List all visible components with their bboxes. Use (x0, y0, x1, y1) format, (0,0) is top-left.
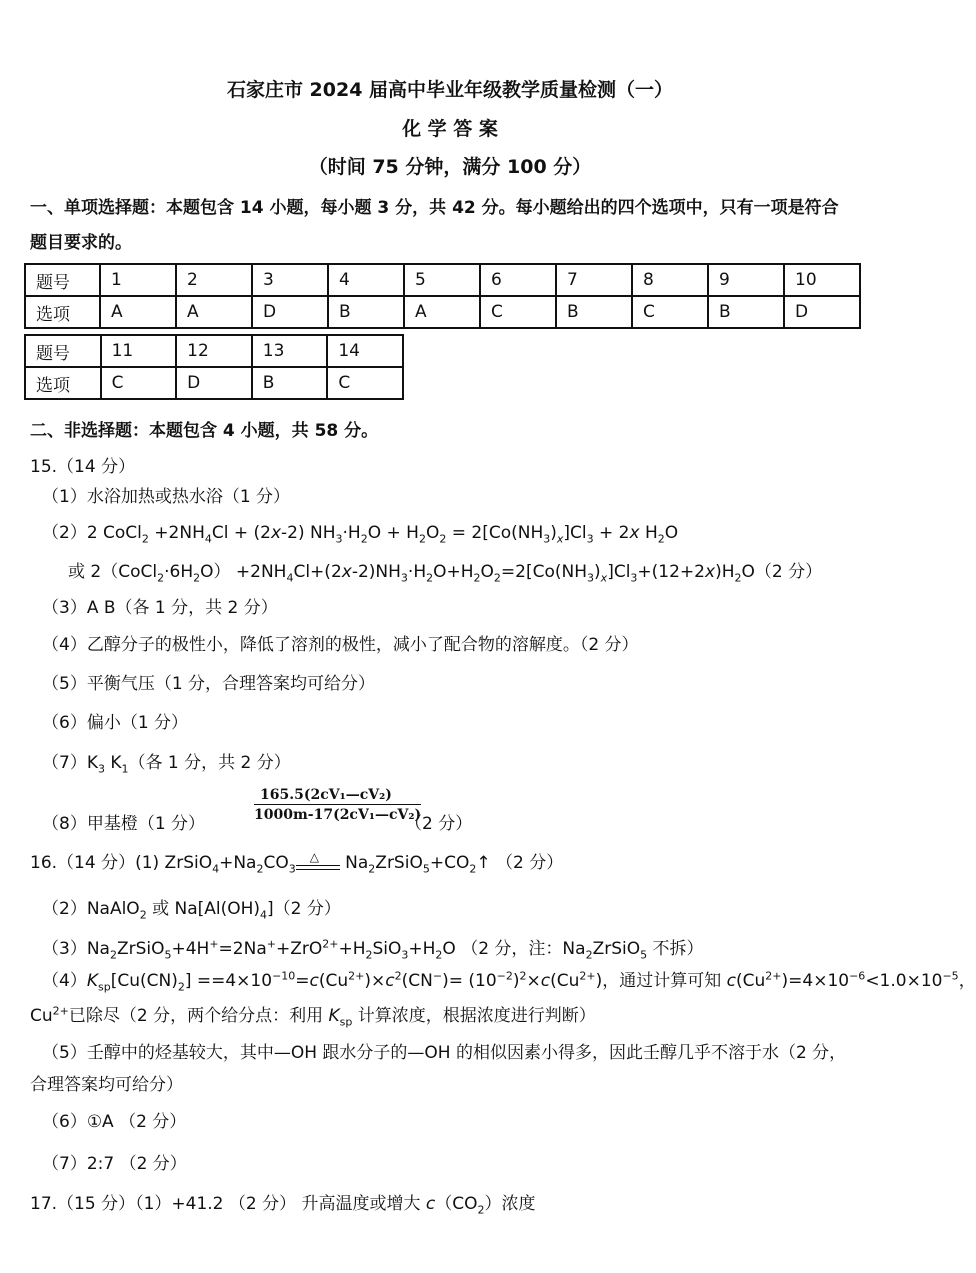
answer-table-2 (24, 334, 404, 400)
section2-heading: 二、非选择题：本题包含 4 小题，共 58 分。 (30, 421, 379, 441)
answer-cell: C (101, 367, 177, 399)
q16-answer-2: （2）NaAlO$_2$ 或 $Na[Al(OH)_4](2$ 分） (42, 899, 341, 922)
purity-fraction (254, 786, 421, 825)
question-number: 13 (252, 335, 328, 367)
answer-cell: A (100, 296, 176, 328)
question-number: 14 (327, 335, 403, 367)
q15-answer-2: （2）2 CoCl$_2$ $+2NH_4Cl + (2x-2) NH_3\cdot H_2O + H_2O_2 = 2[Co(NH_3)_x]Cl_3 + 2x$ $H_2O$ (42, 523, 679, 546)
q16-answer-7: （7）2:7 （2 分） (42, 1154, 187, 1174)
section1-heading: 一、单项选择题：本题包含 14 小题，每小题 3 分，共 42 分。每小题给出的四个选项中，只有一项是符合 (30, 198, 839, 218)
answer-cell: D (252, 296, 328, 328)
q16-answer-5: （5）壬醇中的烃基较大，其中—OH 跟水分子的—OH 的相似因素小得多，因此壬醇几乎不溶于水（2 分， (42, 1043, 847, 1063)
fraction-denominator: 1000m-17(2cV₁—cV₂) (254, 807, 422, 823)
row-label: 题号 (25, 264, 100, 296)
q16-answer-4-cont: $Cu^{2+}$已除尽（2 分，两个给分点：利用 $K_{sp}$ 计算浓度，根据浓度进行判断） (30, 1004, 596, 1029)
q16-answer-1: 16.（14 分）(1) $ZrSiO_4+Na_2CO_3$ △ $Na_2ZrSiO_5+CO_2↑$ （2 分） (30, 850, 564, 876)
question-number: 9 (708, 264, 784, 296)
answer-cell: B (252, 367, 328, 399)
q16-answer-5-cont: 合理答案均可给分） (30, 1075, 183, 1095)
q15-answer-4: （4）乙醇分子的极性小，降低了溶剂的极性，减小了配合物的溶解度。（2 分） (42, 635, 639, 655)
answer-cell: B (708, 296, 784, 328)
answer-cell: A (176, 296, 252, 328)
answer-cell: A (404, 296, 480, 328)
q15-answer-6: （6）偏小（1 分） (42, 713, 189, 733)
q15-answer-3: （3）A B（各 1 分，共 2 分） (42, 598, 278, 618)
question-number: 11 (101, 335, 177, 367)
q15-answer-7: $(7)K_3$ $K_1$（各 1 分，共 2 分） (42, 753, 291, 776)
document-subtitle: 化 学 答 案 (402, 118, 498, 140)
q16-answer-4: $(4)K_{sp}[Cu(CN)_2] ==4\times 10^{-10}=c(Cu^{2+})\times c^2(CN^-)= (10^{-2})^2\times c(Cu^{2+})$，通过计算可知 $c(Cu^{2+})=4\times 10^{-6}<1.0\times 10^{-5}$， (42, 969, 976, 994)
section1-heading-cont: 题目要求的。 (30, 233, 132, 253)
answer-cell: D (176, 367, 252, 399)
answer-cell: B (556, 296, 632, 328)
answer-cell: C (327, 367, 403, 399)
answer-table-1 (24, 263, 861, 329)
q15-answer-1: （1）水浴加热或热水浴（1 分） (42, 487, 291, 507)
q15-answer-8: （8）甲基橙（1 分） (42, 814, 206, 834)
q15-answer-5: （5）平衡气压（1 分，合理答案均可给分） (42, 674, 376, 694)
q15-title: 15.（14 分） (30, 457, 136, 477)
time-note: （时间 75 分钟，满分 100 分） (308, 156, 592, 178)
question-number: 7 (556, 264, 632, 296)
row-label: 选项 (25, 367, 101, 399)
question-number: 12 (176, 335, 252, 367)
question-number-row (25, 264, 860, 296)
question-number: 8 (632, 264, 708, 296)
question-number: 2 (176, 264, 252, 296)
question-number: 5 (404, 264, 480, 296)
row-label: 选项 (25, 296, 100, 328)
document-title: 石家庄市 2024 届高中毕业年级教学质量检测（一） (226, 79, 674, 101)
answer-row (25, 296, 860, 328)
answer-cell: C (480, 296, 556, 328)
answer-cell: B (328, 296, 404, 328)
question-number: 6 (480, 264, 556, 296)
question-number: 3 (252, 264, 328, 296)
heat-equals-sign: △ (296, 852, 340, 874)
q15-answer-2-alt: 或 $2(CoCl_2\cdot 6H_2O) +2NH_4Cl+(2x-2)NH_3\cdot H_2O+H_2O_2=2[Co(NH_3)_x]Cl_3+(12+2x)H_2O(2$ 分） (68, 562, 823, 585)
fraction-numerator: 165.5(2cV₁—cV₂) (254, 786, 421, 805)
question-number: 1 (100, 264, 176, 296)
q17-answer-1: 17.（15 分）（1）+41.2 （2 分） 升高温度或增大 $c(CO_2)$浓度 (30, 1194, 536, 1217)
answer-cell: D (784, 296, 860, 328)
q15-answer-8-score: （2 分） (405, 814, 473, 834)
q16-answer-6: （6）①A （2 分） (42, 1112, 187, 1132)
q16-answer-3: $(3)Na_2ZrSiO_5+4H^+=2Na^++ZrO^{2+}+H_2SiO_3+H_2O$ （2 分，注：$Na_2ZrSiO_5$ 不拆） (42, 937, 704, 962)
row-label: 题号 (25, 335, 101, 367)
question-number-row (25, 335, 403, 367)
answer-row (25, 367, 403, 399)
answer-cell: C (632, 296, 708, 328)
question-number: 4 (328, 264, 404, 296)
question-number: 10 (784, 264, 860, 296)
